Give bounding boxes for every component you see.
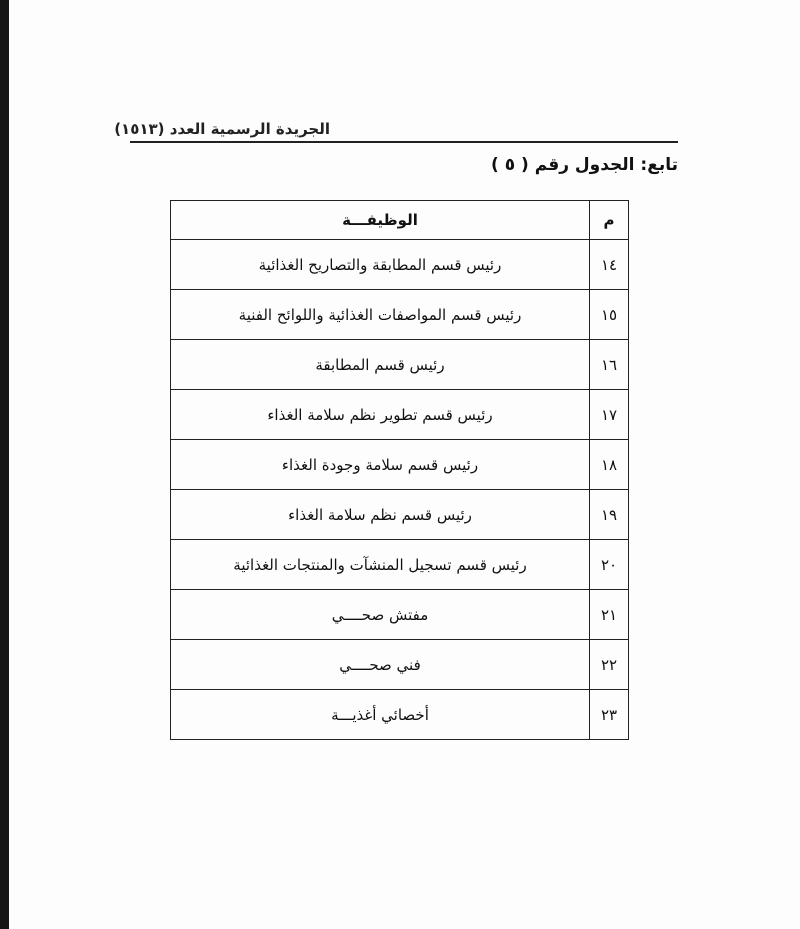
jobs-table — [170, 200, 629, 740]
job-title: مفتش صحــــي — [171, 590, 590, 640]
table-title: تابع: الجدول رقم ( ٥ ) — [491, 155, 678, 175]
table-row — [171, 690, 629, 740]
table-row — [171, 290, 629, 340]
header-divider — [130, 141, 678, 143]
job-title: رئيس قسم المواصفات الغذائية واللوائح الفنية — [171, 290, 590, 340]
scan-edge-shadow — [0, 0, 9, 929]
job-title: رئيس قسم المطابقة والتصاريح الغذائية — [171, 240, 590, 290]
job-title: رئيس قسم نظم سلامة الغذاء — [171, 490, 590, 540]
row-number: ١٧ — [590, 390, 629, 440]
row-number: ١٨ — [590, 440, 629, 490]
row-number: ١٩ — [590, 490, 629, 540]
row-number: ٢١ — [590, 590, 629, 640]
column-header-job: الوظيفـــة — [171, 201, 590, 240]
job-title: فني صحــــي — [171, 640, 590, 690]
table-row — [171, 340, 629, 390]
table-row — [171, 440, 629, 490]
table-row — [171, 640, 629, 690]
table-row — [171, 590, 629, 640]
table-header-row — [171, 201, 629, 240]
table-row — [171, 540, 629, 590]
row-number: ١٥ — [590, 290, 629, 340]
job-title: رئيس قسم تطوير نظم سلامة الغذاء — [171, 390, 590, 440]
row-number: ١٦ — [590, 340, 629, 390]
table-row — [171, 240, 629, 290]
table-row — [171, 490, 629, 540]
table-row — [171, 390, 629, 440]
row-number: ١٤ — [590, 240, 629, 290]
column-header-number: م — [590, 201, 629, 240]
row-number: ٢٢ — [590, 640, 629, 690]
row-number: ٢٣ — [590, 690, 629, 740]
job-title: رئيس قسم سلامة وجودة الغذاء — [171, 440, 590, 490]
job-title: رئيس قسم تسجيل المنشآت والمنتجات الغذائية — [171, 540, 590, 590]
row-number: ٢٠ — [590, 540, 629, 590]
running-header: الجريدة الرسمية العدد (١٥١٣) — [114, 120, 330, 138]
job-title: رئيس قسم المطابقة — [171, 340, 590, 390]
job-title: أخصائي أغذيـــة — [171, 690, 590, 740]
